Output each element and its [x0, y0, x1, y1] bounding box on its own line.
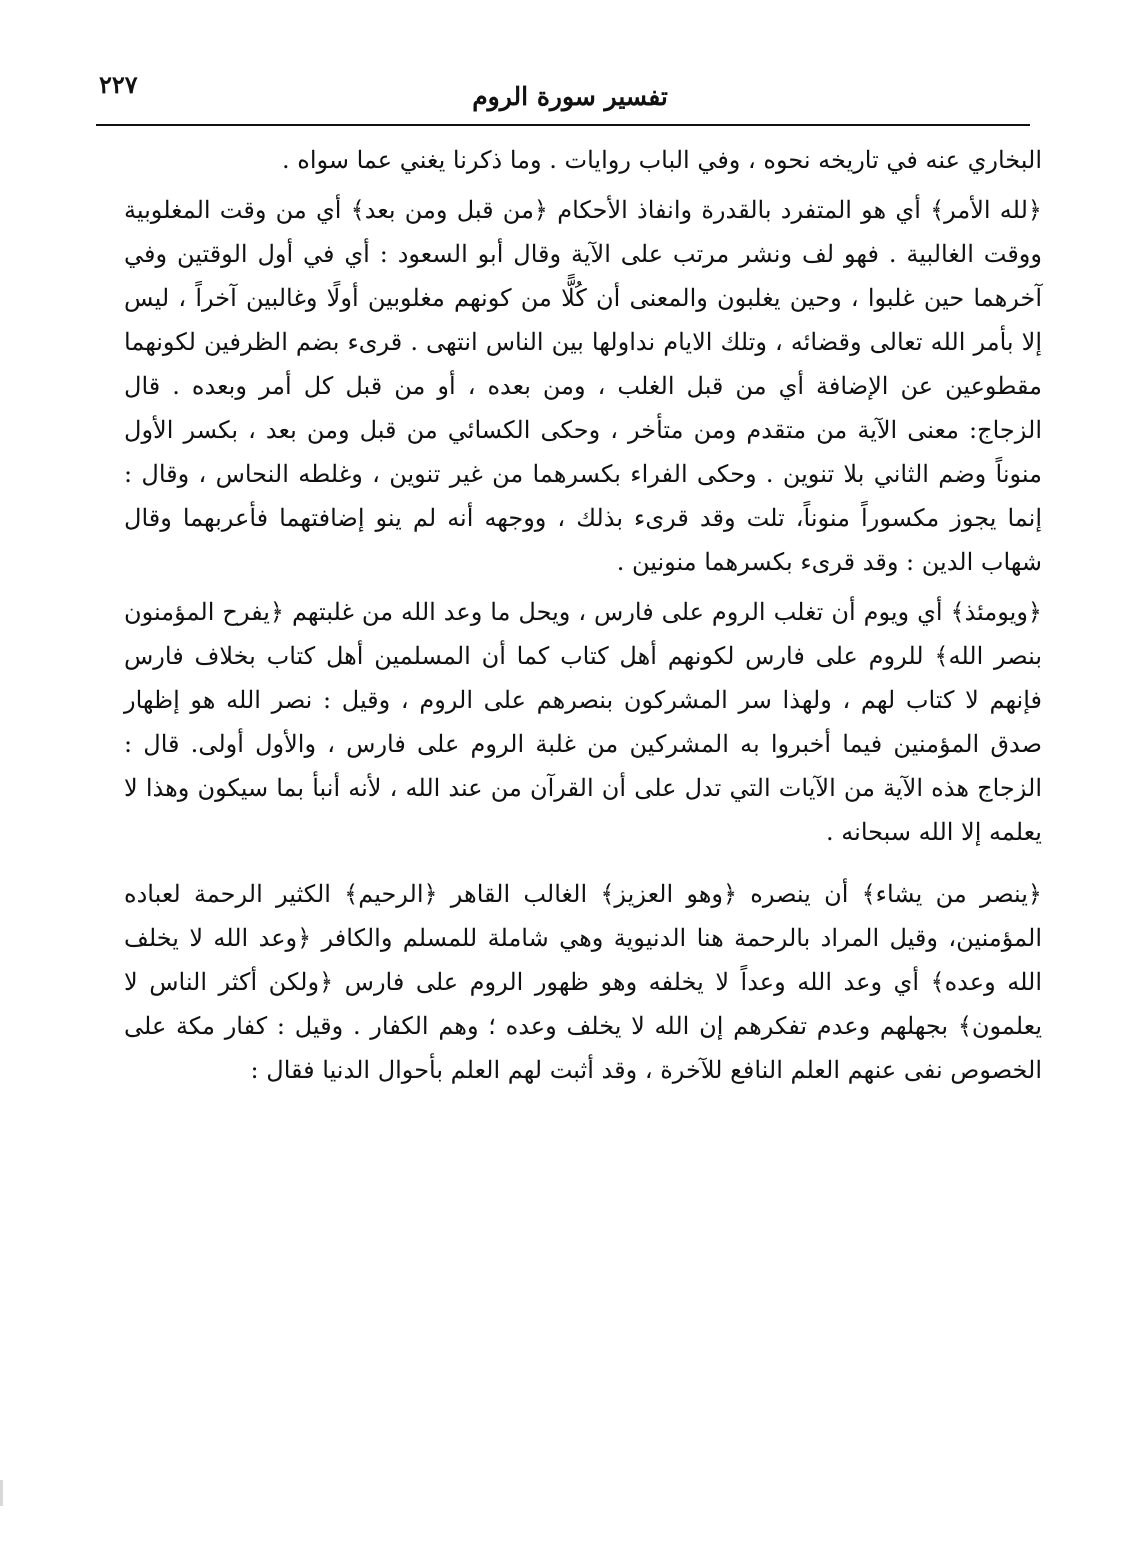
running-title: تفسير سورة الروم [472, 82, 668, 111]
paragraph-spacer [124, 854, 1042, 872]
paragraph-2: ﴿لله الأمر﴾ أي هو المتفرد بالقدرة وانفاذ الأحكام ﴿من قبل ومن بعد﴾ أي من وقت المغلوبية ووقت الغالبية . فهو لف ونشر مرتب على الآية وقال أبو السعود : أي في أول الوقتين وفي آخرهما حين غلبوا ، وحين يغلبون والمعنى أن كُلًّا من كونهم مغلوبين أولًا وغالبين آخراً ، ليس إلا بأمر الله تعالى وقضائه ، وتلك الايام نداولها بين الناس انتهى . قرىء بضم الظرفين لكونهما مقطوعين عن الإضافة أي من قبل الغلب ، ومن بعده ، أو من قبل كل أمر وبعده . قال الزجاج: معنى الآية من متقدم ومن متأخر ، وحكى الكسائي من قبل ومن بعد ، بكسر الأول منوناً وضم الثاني بلا تنوين . وحكى الفراء بكسرهما من غير تنوين ، وغلطه النحاس ، وقال : إنما يجوز مكسوراً منوناً، تلت وقد قرىء بذلك ، ووجهه أنه لم ينو إضافتهما فأعربهما وقال شهاب الدين : وقد قرىء بكسرهما منونين . [124, 196, 1042, 576]
page-number: ٢٢٧ [99, 70, 138, 99]
body-text [124, 138, 1042, 1092]
paragraph-1: البخاري عنه في تاريخه نحوه ، وفي الباب روايات . وما ذكرنا يغني عما سواه . [281, 146, 1042, 174]
paragraph-3: ﴿ويومئذ﴾ أي ويوم أن تغلب الروم على فارس ، ويحل ما وعد الله من غلبتهم ﴿يفرح المؤمنون بنصر الله﴾ للروم على فارس لكونهم أهل كتاب كما أن المسلمين أهل كتاب بخلاف فارس فإنهم لا كتاب لهم ، ولهذا سر المشركون بنصرهم على الروم ، وقيل : نصر الله هو إظهار صدق المؤمنين فيما أخبروا به المشركين من غلبة الروم على فارس ، والأول أولى. قال : الزجاج هذه الآية من الآيات التي تدل على أن القرآن من عند الله ، لأنه أنبأ بما سيكون وهذا لا يعلمه إلا الله سبحانه . [124, 598, 1043, 846]
header-divider [96, 124, 1030, 126]
paragraph-4: ﴿ينصر من يشاء﴾ أن ينصره ﴿وهو العزيز﴾ الغالب القاهر ﴿الرحيم﴾ الكثير الرحمة لعباده المؤمنين، وقيل المراد بالرحمة هنا الدنيوية وهي شاملة للمسلم والكافر ﴿وعد الله لا يخلف الله وعده﴾ أي وعد الله وعداً لا يخلفه وهو ظهور الروم على فارس ﴿ولكن أكثر الناس لا يعلمون﴾ بجهلهم وعدم تفكرهم إن الله لا يخلف وعده ؛ وهم الكفار . وقيل : كفار مكة على الخصوص نفى عنهم العلم النافع للآخرة ، وقد أثبت لهم العلم بأحوال الدنيا فقال : [124, 880, 1043, 1084]
scan-edge-mark [0, 1480, 3, 1506]
